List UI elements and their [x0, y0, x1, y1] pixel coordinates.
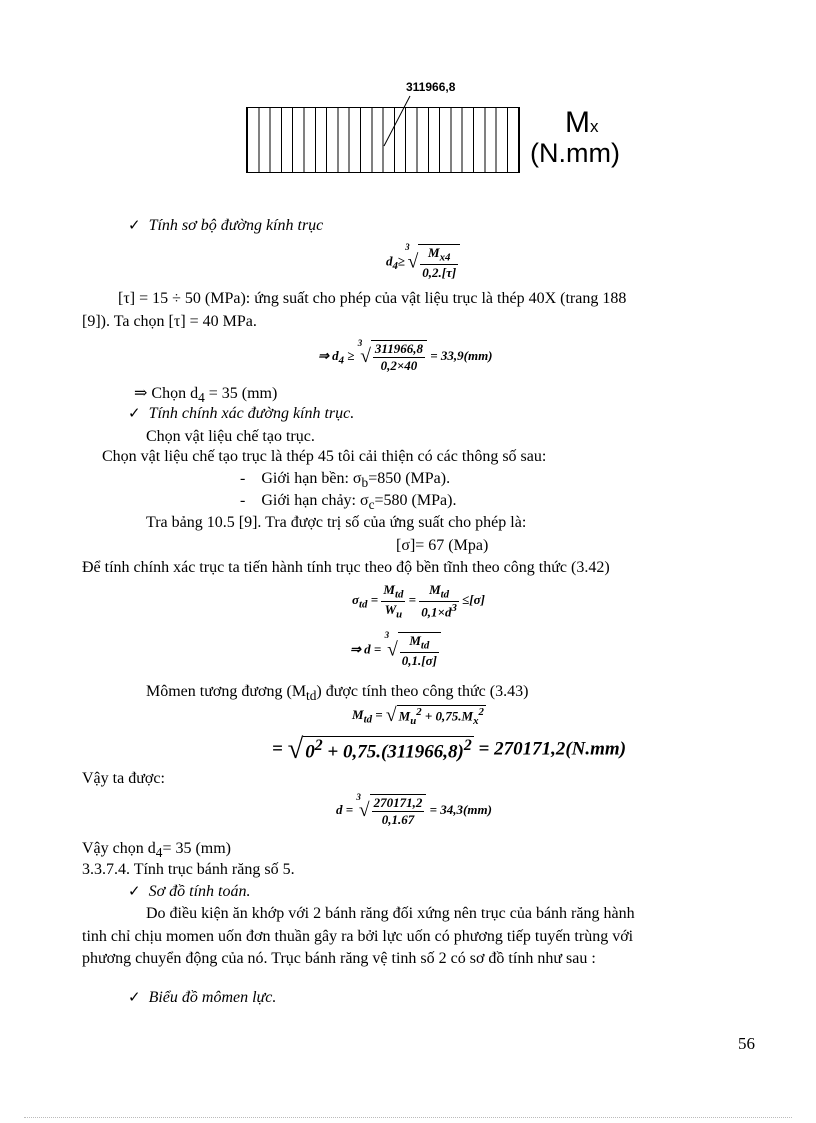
eq-symbol: σ — [352, 592, 360, 608]
text: ) được tính theo công thức (3.43) — [316, 683, 529, 700]
root-index: 3 — [384, 630, 390, 640]
paragraph-tau: [τ] = 15 ÷ 50 (MPa): ứng suất cho phép của vật liệu trục là thép 40X (trang 188 — [118, 290, 627, 307]
bullet-subscript: b — [361, 475, 369, 491]
page-bottom-divider — [24, 1117, 792, 1118]
eq-symbol: M — [352, 706, 364, 722]
eq-numerator: 311966,8 — [374, 341, 423, 356]
hatched-moment-area — [246, 107, 520, 173]
text: Mômen tương đương (M — [146, 683, 307, 700]
moment-unit: (N.mm) — [530, 138, 620, 168]
heading-text: Tính chính xác đường kính trục. — [148, 405, 355, 422]
eq-superscript: 2 — [463, 737, 472, 755]
eq-subscript: td — [420, 639, 430, 652]
eq-superscript: 2 — [478, 706, 484, 719]
eq-symbol: d — [386, 253, 393, 269]
heading-preliminary-diameter — [128, 216, 323, 235]
paragraph-line-2: tinh chỉ chịu momen uốn đơn thuần gây ra bởi lực uốn có phương tiếp tuyến trùng với — [82, 928, 634, 945]
eq-subscript: u — [396, 608, 403, 621]
eq-relation: ≥ — [397, 253, 406, 269]
moment-label — [565, 107, 599, 139]
eq-denominator: W — [384, 601, 397, 617]
bullet-tensile-strength — [240, 470, 450, 491]
text: Vậy chọn d — [82, 840, 156, 857]
eq-subscript: x — [473, 714, 479, 727]
choose-subscript: 4 — [198, 390, 205, 406]
bullet-label: Giới hạn bền: σ — [261, 470, 362, 487]
heading-moment-diagram — [128, 988, 276, 1007]
paragraph-line-3: phương chuyển động của nó. Trục bánh răng vệ tinh số 2 có sơ đồ tính như sau : — [82, 950, 596, 967]
radical-sign: √ — [387, 639, 398, 661]
root-index: 3 — [357, 338, 363, 348]
page-number: 56 — [738, 1034, 755, 1053]
subscript: td — [306, 688, 317, 704]
radical-sign: √ — [385, 705, 397, 726]
bullet-dash: - — [240, 492, 246, 509]
eq-denominator: 0,2.[τ] — [422, 264, 457, 280]
eq-superscript: 2 — [416, 706, 422, 719]
eq-term: 0 — [305, 741, 315, 763]
radical-sign: √ — [360, 346, 371, 367]
eq-result: ≤[σ] — [462, 592, 485, 608]
moment-symbol: M — [565, 106, 590, 139]
equation-d4-preliminary — [386, 244, 460, 281]
text: = 35 (mm) — [162, 840, 232, 857]
eq-numerator: M — [429, 582, 441, 598]
eq-subscript: td — [359, 598, 368, 611]
section-heading-3-3-7-4: 3.3.7.4. Tính trục bánh răng số 5. — [82, 861, 295, 878]
eq-term: + 0,75.(311966,8) — [322, 741, 464, 763]
choose-text: ⇒ Chọn d — [134, 385, 199, 402]
bullet-value: =850 (MPa). — [368, 470, 451, 487]
check-icon: ✓ — [128, 404, 141, 422]
equation-mtd — [352, 705, 486, 727]
eq-result: = 33,9(mm) — [430, 347, 493, 363]
choose-d4 — [134, 383, 277, 406]
eq-relation: = — [375, 706, 383, 722]
eq-subscript: td — [394, 588, 404, 601]
eq-subscript: u — [410, 714, 417, 727]
eq-subscript: td — [363, 713, 372, 726]
paragraph-table-lookup: Tra bảng 10.5 [9]. Tra được trị số của ứng suất cho phép là: — [146, 514, 527, 531]
moment-subscript: x — [590, 117, 599, 136]
paragraph-result: Vậy ta được: — [82, 770, 165, 787]
paragraph-tau-cont: [9]). Ta chọn [τ] = 40 MPa. — [82, 313, 257, 330]
eq-relation: = — [272, 738, 283, 760]
eq-relation: = — [408, 592, 417, 608]
bullet-subscript: c — [368, 497, 375, 513]
paragraph-static-strength: Để tính chính xác trục ta tiến hành tính trục theo độ bền tĩnh theo công thức (3.42) — [82, 559, 610, 576]
allowable-stress: [σ]= 67 (Mpa) — [396, 537, 489, 554]
paragraph-line-1: Do điều kiện ăn khớp với 2 bánh răng đối xứng nên trục của bánh răng hành — [146, 905, 635, 922]
equation-d-formula — [350, 632, 441, 669]
heading-text: Sơ đồ tính toán. — [148, 883, 251, 900]
eq-symbol: ⇒ d = — [350, 641, 382, 657]
check-icon: ✓ — [128, 882, 141, 900]
eq-relation: ≥ — [347, 347, 355, 363]
check-icon: ✓ — [128, 216, 141, 234]
eq-subscript: 4 — [392, 259, 398, 272]
eq-superscript: 3 — [451, 601, 457, 614]
paragraph-material: Chọn vật liệu chế tạo trục là thép 45 tôi cải thiện có các thông số sau: — [102, 448, 547, 465]
subscript: 4 — [155, 845, 163, 861]
eq-relation: = — [370, 592, 379, 608]
root-index: 3 — [405, 242, 410, 252]
equation-sigma-td — [352, 582, 485, 620]
equation-d4-calc — [318, 340, 493, 374]
eq-result: = 270171,2(N.mm) — [473, 738, 627, 760]
eq-superscript: 2 — [314, 737, 323, 755]
check-icon: ✓ — [128, 988, 141, 1006]
bullet-dash: - — [240, 470, 246, 487]
choose-value: = 35 (mm) — [204, 385, 278, 402]
eq-term: M — [398, 708, 411, 724]
radical-sign: √ — [407, 251, 419, 273]
equation-mtd-value — [272, 734, 626, 766]
eq-result: = 34,3(mm) — [429, 801, 492, 817]
eq-denominator: 0,2×40 — [380, 358, 418, 373]
radical-sign: √ — [358, 800, 370, 821]
root-index: 3 — [356, 792, 361, 802]
eq-denominator: 0,1×d — [421, 604, 452, 620]
eq-symbol: ⇒ d — [318, 347, 339, 363]
heading-calculation-scheme — [128, 882, 250, 901]
heading-text: Tính sơ bộ đường kính trục — [148, 217, 324, 234]
choose-d4-final — [82, 840, 231, 861]
eq-numerator: M — [409, 633, 421, 648]
eq-subscript: td — [440, 588, 450, 601]
eq-term: + 0,75.M — [421, 708, 474, 724]
bullet-label: Giới hạn chảy: σ — [261, 492, 369, 509]
eq-subscript: 4 — [338, 354, 345, 367]
eq-denominator: 0,1.[σ] — [401, 652, 437, 668]
bullet-yield-strength — [240, 492, 456, 513]
eq-numerator: 270171,2 — [373, 795, 423, 810]
paragraph-material-title: Chọn vật liệu chế tạo trục. — [146, 428, 315, 445]
eq-denominator: 0,1.67 — [381, 812, 415, 827]
equation-d-value — [336, 794, 492, 828]
heading-text: Biểu đồ mômen lực. — [148, 989, 277, 1006]
eq-numerator: M — [428, 245, 440, 260]
paragraph-equivalent-moment — [146, 683, 528, 704]
eq-subscript: x4 — [439, 251, 451, 264]
radical-sign: √ — [287, 734, 304, 765]
eq-numerator: M — [383, 582, 395, 597]
eq-symbol: d = — [336, 801, 354, 817]
callout-value: 311966,8 — [406, 80, 456, 94]
heading-exact-diameter — [128, 404, 354, 423]
bullet-value: =580 (MPa). — [374, 492, 457, 509]
